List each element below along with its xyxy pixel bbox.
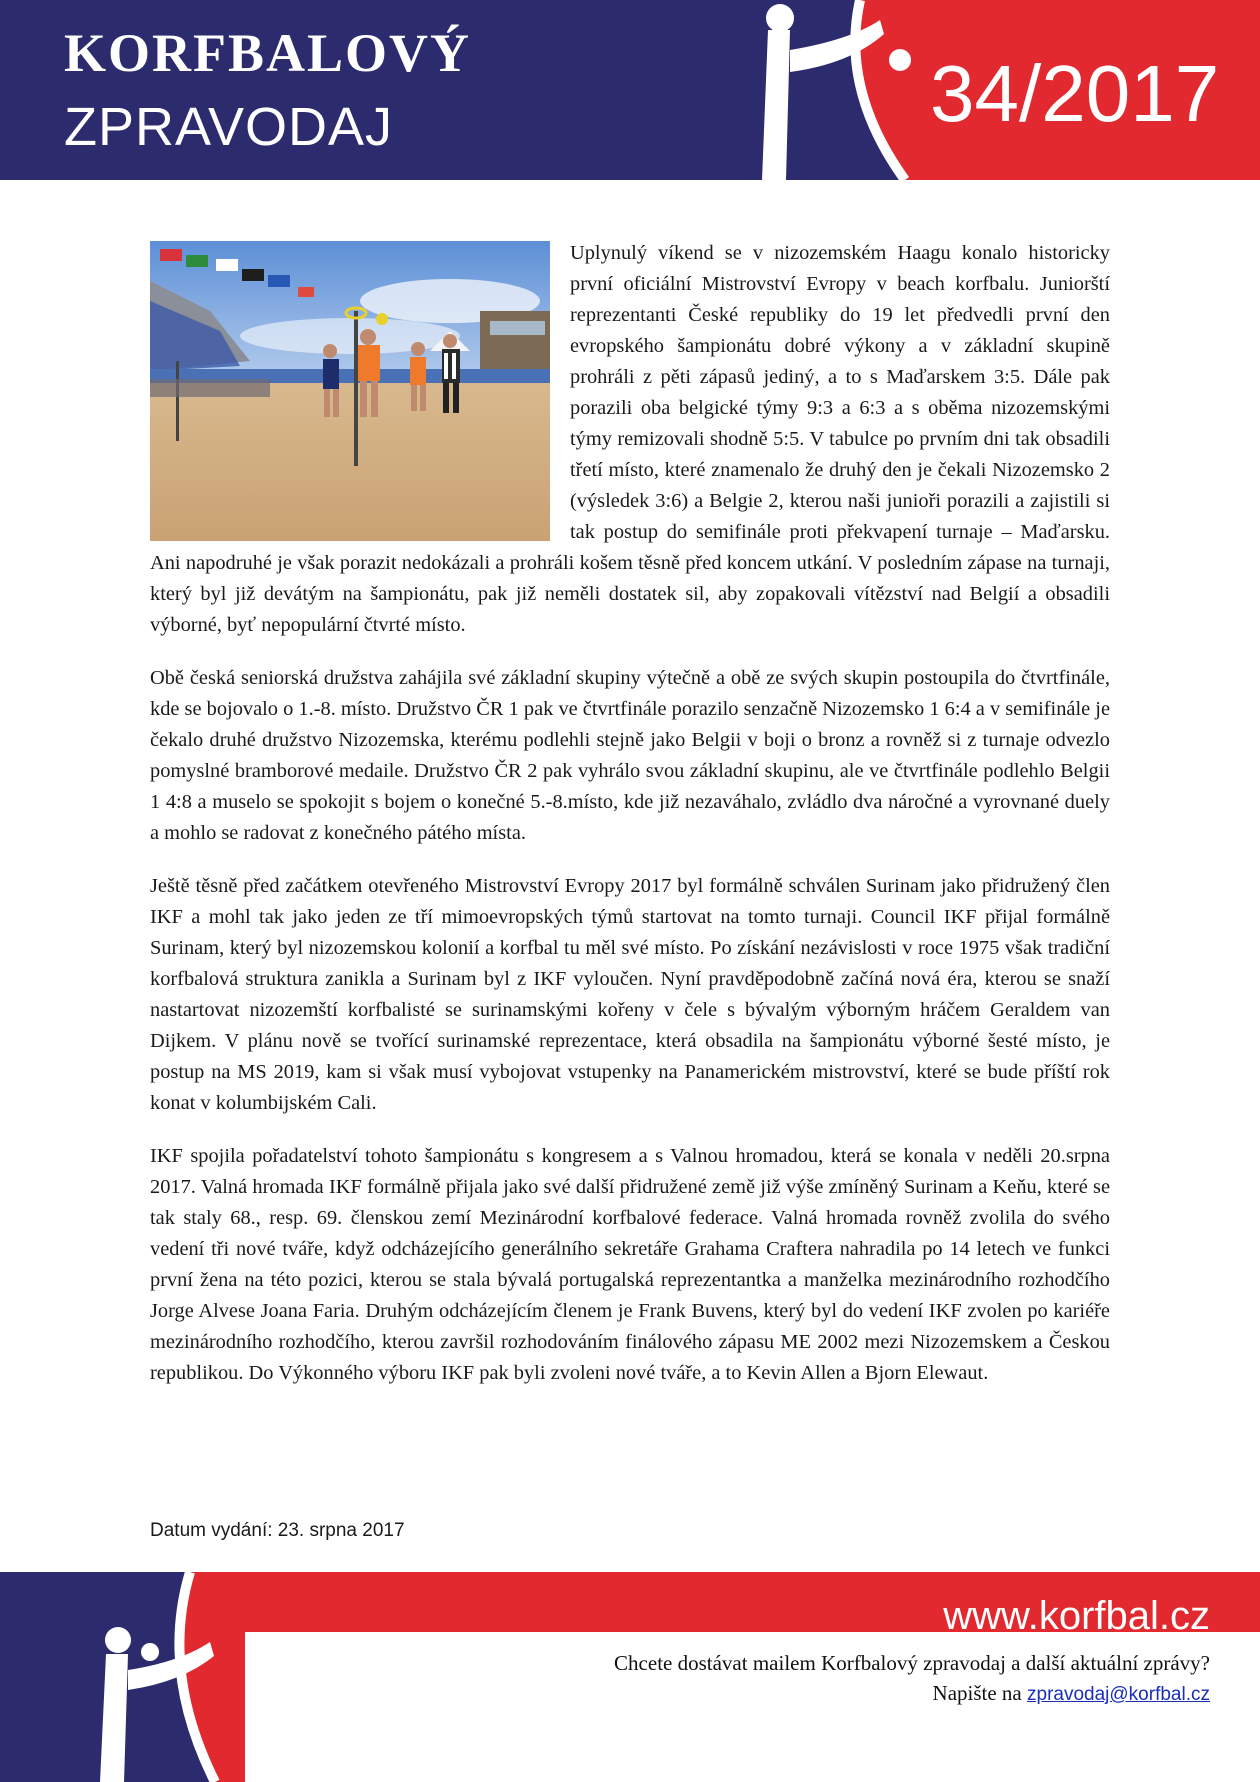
article-body [150,238,1110,1411]
paragraph-3: Ještě těsně před začátkem otevřeného Mistrovství Evropy 2017 byl formálně schválen Surinam jako přidružený člen IKF a mohl tak jako jeden ze tří mimoevropských týmů startovat na tomto turnaji. Council IKF přijal formálně Surinam, který byl nizozemskou kolonií a korfbal tu měl své místo. Po získání nezávislosti v roce 1975 však tradiční korfbalová struktura zanikla a Surinam byl z IKF vyloučen. Nyní pravděpodobně začíná nová éra, kterou se snaží nastartovat nizozemští korfbalisté se surinamskými kořeny v čele s bývalým výborným hráčem Geraldem van Dijkem. V plánu nově se tvořící surinamské reprezentace, která obsadila na šampionátu výborné šesté místo, je postup na MS 2019, kam si však musí vybojovat vstupenky na Panamerickém mistrovství, které se bude příští rok konat v kolumbijském Cali. [150,875,1110,1114]
header-banner [0,0,1260,180]
website-url[interactable]: www.korfbal.cz [943,1594,1210,1638]
email-link[interactable]: zpravodaj@korfbal.cz [1027,1684,1210,1705]
paragraph-1-text: Uplynulý víkend se v nizozemském Haagu konalo historicky první oficiální Mistrovství Evropy v beach korfbalu. Juniorští reprezentanti České republiky do 19 let předvedli první den evropského šampionátu dobré výkony a v základní skupině prohráli z pěti zápasů jediný, a to s Maďarskem 3:5. Dále pak porazili oba belgické týmy 9:3 a 6:3 a s oběma nizozemskými týmy remizovali shodně 5:5. V tabulce po prvním dni tak obsadili třetí místo, které znamenalo že druhý den je čekali Nizozemsko 2 (výsledek 3:6) a Belgie 2, kterou naši junioři porazili a zajistili si tak postup do semifinále proti překvapení turnaje – Maďarsku. Ani napodruhé je však porazit nedokázali a prohráli košem těsně před koncem utkání. V posledním zápase na turnaji, který byl již devátým na šampionátu, pak již neměli dostatek sil, aby zopakovali vítězství nad Belgií a obsadili výborné, byť nepopulární čtvrté místo. [150,242,1110,636]
beach-korfball-photo-icon [150,241,550,541]
cta-line-2 [614,1678,1210,1710]
paragraph-4: IKF spojila pořadatelství tohoto šampionátu s kongresem a s Valnou hromadou, která se konala v neděli 20.srpna 2017. Valná hromada IKF formálně přijala jako své další přidružené země již výše zmíněný Surinam a Keňu, které se tak staly 68., resp. 69. členskou zemí Mezinárodní korfbalové federace. Valná hromada rovněž zvolila do svého vedení tři nové tváře, když odcházejícího generálního sekretáře Grahama Craftera nahradila po 14 letech ve funkci první žena na této pozici, kterou se stala bývalá portugalská reprezentantka a manželka mezinárodního rozhodčího Jorge Alvese Joana Faria. Druhým odcházejícím členem je Frank Buvens, který byl do vedení IKF zvolen po kariéře mezinárodního rozhodčího, kterou završil rozhodováním finálového zápasu ME 2002 mezi Nizozemskem a Českou republikou. Do Výkonného výboru IKF pak byli zvoleni nové tváře, a to Kevin Allen a Bjorn Elewaut. [150,1145,1110,1384]
newsletter-title-line2: ZPRAVODAJ [64,97,394,157]
subscription-call-to-action [614,1648,1210,1710]
cta-line-1: Chcete dostávat mailem Korfbalový zpravodaj a další aktuální zprávy? [614,1651,1210,1675]
footer-banner [0,1572,1260,1782]
cta-line-2-prefix: Napište na [932,1681,1028,1705]
issue-number: 34/2017 [930,49,1220,138]
paragraph-2: Obě česká seniorská družstva zahájila své základní skupiny výtečně a obě ze svých skupin postoupila do čtvrtfinále, kde se bojovalo o 1.-8. místo. Družstvo ČR 1 pak ve čtvrtfinále porazilo senzačně Nizozemsko 1 6:4 a v semifinále je čekalo druhé družstvo Nizozemska, kterému podlehli stejně jako Belgii v boji o bronz a rovněž si z turnaje odvezlo pomyslné bramborové medaile. Družstvo ČR 2 pak vyhrálo svou základní skupinu, ale ve čtvrtfinále podlehlo Belgii 1 4:8 a muselo se spokojit s bojem o konečné 5.-8.místo, kde již nezaváhalo, zvládlo dva náročné a vyrovnané duely a mohlo se radovat z konečného pátého místa. [150,667,1110,844]
publication-date: Datum vydání: 23. srpna 2017 [150,1520,405,1541]
paragraph-1 [150,238,1110,641]
newsletter-title-line1: KORFBALOVÝ [64,23,472,83]
